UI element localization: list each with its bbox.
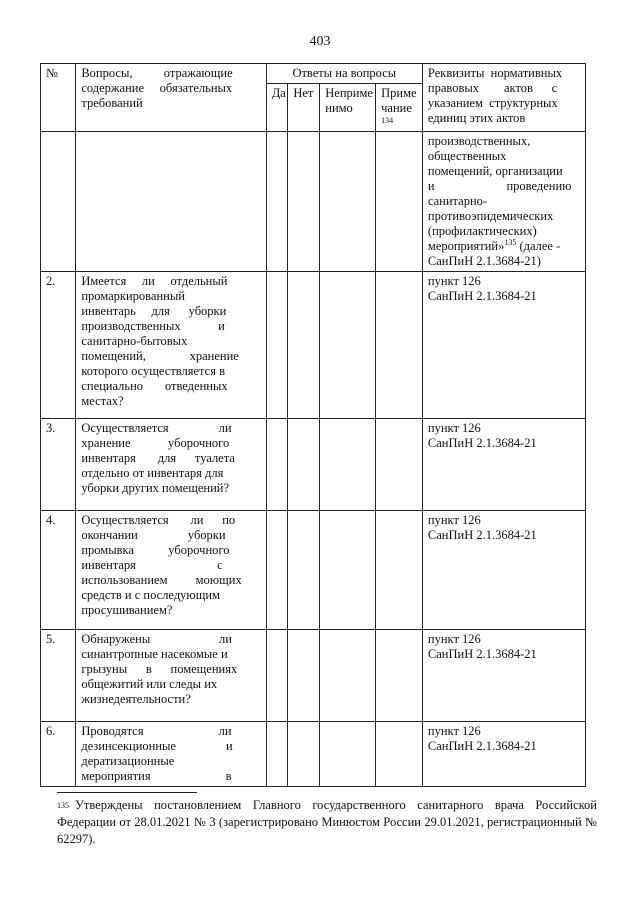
answer-yes-cell[interactable] <box>266 132 288 272</box>
answer-na-cell[interactable] <box>320 419 376 511</box>
table-row <box>41 630 586 722</box>
footnote-text: Утверждены постановлением Главного государственного санитарного врача Российской Федерации от 28.01.2021 № 3 (зарегистрировано Минюстом России 29.01.2021, регистрационный № 62297). <box>57 798 597 846</box>
ref-line: СанПиН 2.1.3684-21) <box>427 254 541 268</box>
question-line: окончании уборки <box>81 528 226 542</box>
table-row <box>41 419 586 511</box>
row-question <box>76 132 266 272</box>
ref-line: общественных <box>427 149 507 163</box>
header-question <box>76 64 266 132</box>
ref-text: мероприятий» <box>427 239 505 253</box>
row-num: 4. <box>41 511 76 630</box>
table-row <box>41 511 586 630</box>
ref-line <box>428 239 580 254</box>
answer-yes-cell[interactable] <box>266 511 288 630</box>
answer-no-cell[interactable] <box>288 419 320 511</box>
note-cell[interactable] <box>376 132 423 272</box>
answer-yes-cell[interactable] <box>266 419 288 511</box>
answer-na-cell[interactable] <box>320 630 376 722</box>
page-number: 403 <box>309 34 331 49</box>
header-question-line: требований <box>81 96 143 110</box>
question-line: инвентарь для уборки <box>81 304 227 318</box>
header-requisites <box>422 64 585 132</box>
row-num: 6. <box>41 722 76 787</box>
question-line: промаркированный <box>81 289 185 303</box>
question-line: Проводятся ли <box>81 724 232 738</box>
row-question <box>76 419 266 511</box>
ref-line: пункт 126 <box>427 724 481 738</box>
footnote-marker: 135 <box>57 801 69 810</box>
answer-no-cell[interactable] <box>288 630 320 722</box>
answer-yes-cell[interactable] <box>266 272 288 419</box>
row-question <box>76 511 266 630</box>
header-req-line: правовых актов с <box>427 81 558 95</box>
row-num: 3. <box>41 419 76 511</box>
header-num: № <box>41 64 76 132</box>
footnote-divider <box>57 792 197 793</box>
header-row <box>41 64 586 84</box>
row-num: 2. <box>41 272 76 419</box>
answer-no-cell[interactable] <box>288 272 320 419</box>
header-note-line: Приме <box>381 86 417 100</box>
question-line: которого осуществляется в <box>81 364 225 378</box>
ref-line: СанПиН 2.1.3684-21 <box>427 289 537 303</box>
row-reference <box>422 419 585 511</box>
question-line: специально отведенных <box>81 379 228 393</box>
header-req-line: указанием структурных <box>427 96 558 110</box>
ref-line: СанПиН 2.1.3684-21 <box>427 436 537 450</box>
ref-line: помещений, организации <box>427 164 563 178</box>
ref-line: (профилактических) <box>427 224 537 238</box>
question-line: местах? <box>81 394 124 408</box>
header-note-footnote: 134 <box>381 116 394 125</box>
answer-yes-cell[interactable] <box>266 722 288 787</box>
ref-line: и проведению <box>427 179 572 193</box>
answer-na-cell[interactable] <box>320 132 376 272</box>
header-answers: Ответы на вопросы <box>266 64 422 84</box>
question-line: Осуществляется ли по <box>81 513 236 527</box>
answer-no-cell[interactable] <box>288 511 320 630</box>
question-line: Имеется ли отдельный <box>81 274 228 288</box>
question-line: хранение уборочного <box>81 436 230 450</box>
row-question <box>76 272 266 419</box>
checklist-table <box>40 63 586 787</box>
answer-no-cell[interactable] <box>288 132 320 272</box>
header-na-line: Неприме <box>325 86 373 100</box>
header-req-line: Реквизиты нормативных <box>427 66 563 80</box>
continuation-row <box>41 132 586 272</box>
header-na-line: нимо <box>325 101 353 115</box>
question-line: производственных и <box>81 319 225 333</box>
header-not-applicable <box>320 84 376 132</box>
header-note <box>376 84 423 132</box>
row-num <box>41 132 76 272</box>
question-line: дератизационные <box>81 754 175 768</box>
question-line: помещений, хранение <box>81 349 239 363</box>
answer-na-cell[interactable] <box>320 272 376 419</box>
footnote <box>57 797 597 848</box>
question-line: просушиванием? <box>81 603 173 617</box>
question-line: Осуществляется ли <box>81 421 232 435</box>
ref-text: (далее - <box>516 239 561 253</box>
row-reference <box>422 630 585 722</box>
row-num: 5. <box>41 630 76 722</box>
row-reference <box>422 722 585 787</box>
note-cell[interactable] <box>376 511 423 630</box>
ref-line: противоэпидемических <box>427 209 554 223</box>
question-line: отдельно от инвентаря для <box>81 466 224 480</box>
question-line: грызуны в помещениях <box>81 662 238 676</box>
row-reference <box>422 132 585 272</box>
question-line: мероприятия в <box>81 769 232 783</box>
note-cell[interactable] <box>376 630 423 722</box>
question-line: промывка уборочного <box>81 543 230 557</box>
footnote-marker: 135 <box>504 237 517 247</box>
question-line: жизнедеятельности? <box>81 692 191 706</box>
row-reference <box>422 511 585 630</box>
header-yes: Да <box>266 84 288 132</box>
ref-line: СанПиН 2.1.3684-21 <box>427 647 537 661</box>
ref-line: СанПиН 2.1.3684-21 <box>427 739 537 753</box>
ref-line: пункт 126 <box>427 632 481 646</box>
question-line: средств и с последующим <box>81 588 220 602</box>
note-cell[interactable] <box>376 722 423 787</box>
ref-line: пункт 126 <box>427 421 481 435</box>
answer-na-cell[interactable] <box>320 511 376 630</box>
question-line: инвентаря с <box>81 558 223 572</box>
answer-na-cell[interactable] <box>320 722 376 787</box>
row-question <box>76 722 266 787</box>
answer-yes-cell[interactable] <box>266 630 288 722</box>
note-cell[interactable] <box>376 419 423 511</box>
ref-line: санитарно- <box>427 194 488 208</box>
header-note-line: чание <box>381 101 412 115</box>
question-line: санитарно-бытовых <box>81 334 188 348</box>
row-reference <box>422 272 585 419</box>
header-question-line: содержание обязательных <box>81 81 233 95</box>
header-question-line: Вопросы, отражающие <box>81 66 233 80</box>
question-line: использованием моющих <box>81 573 242 587</box>
question-line: дезинсекционные и <box>81 739 233 753</box>
question-line: инвентаря для туалета <box>81 451 235 465</box>
ref-line: производственных, <box>427 134 531 148</box>
question-line: уборки других помещений? <box>81 481 229 495</box>
question-line: общежитий или следы их <box>81 677 218 691</box>
note-cell[interactable] <box>376 272 423 419</box>
row-question <box>76 630 266 722</box>
ref-line: пункт 126 <box>427 274 481 288</box>
ref-line: пункт 126 <box>427 513 481 527</box>
ref-line: СанПиН 2.1.3684-21 <box>427 528 537 542</box>
answer-no-cell[interactable] <box>288 722 320 787</box>
table-row <box>41 722 586 787</box>
table-row <box>41 272 586 419</box>
header-req-line: единиц этих актов <box>427 111 526 125</box>
question-line: Обнаружены ли <box>81 632 232 646</box>
question-line: синантропные насекомые и <box>81 647 228 661</box>
header-no: Нет <box>288 84 320 132</box>
